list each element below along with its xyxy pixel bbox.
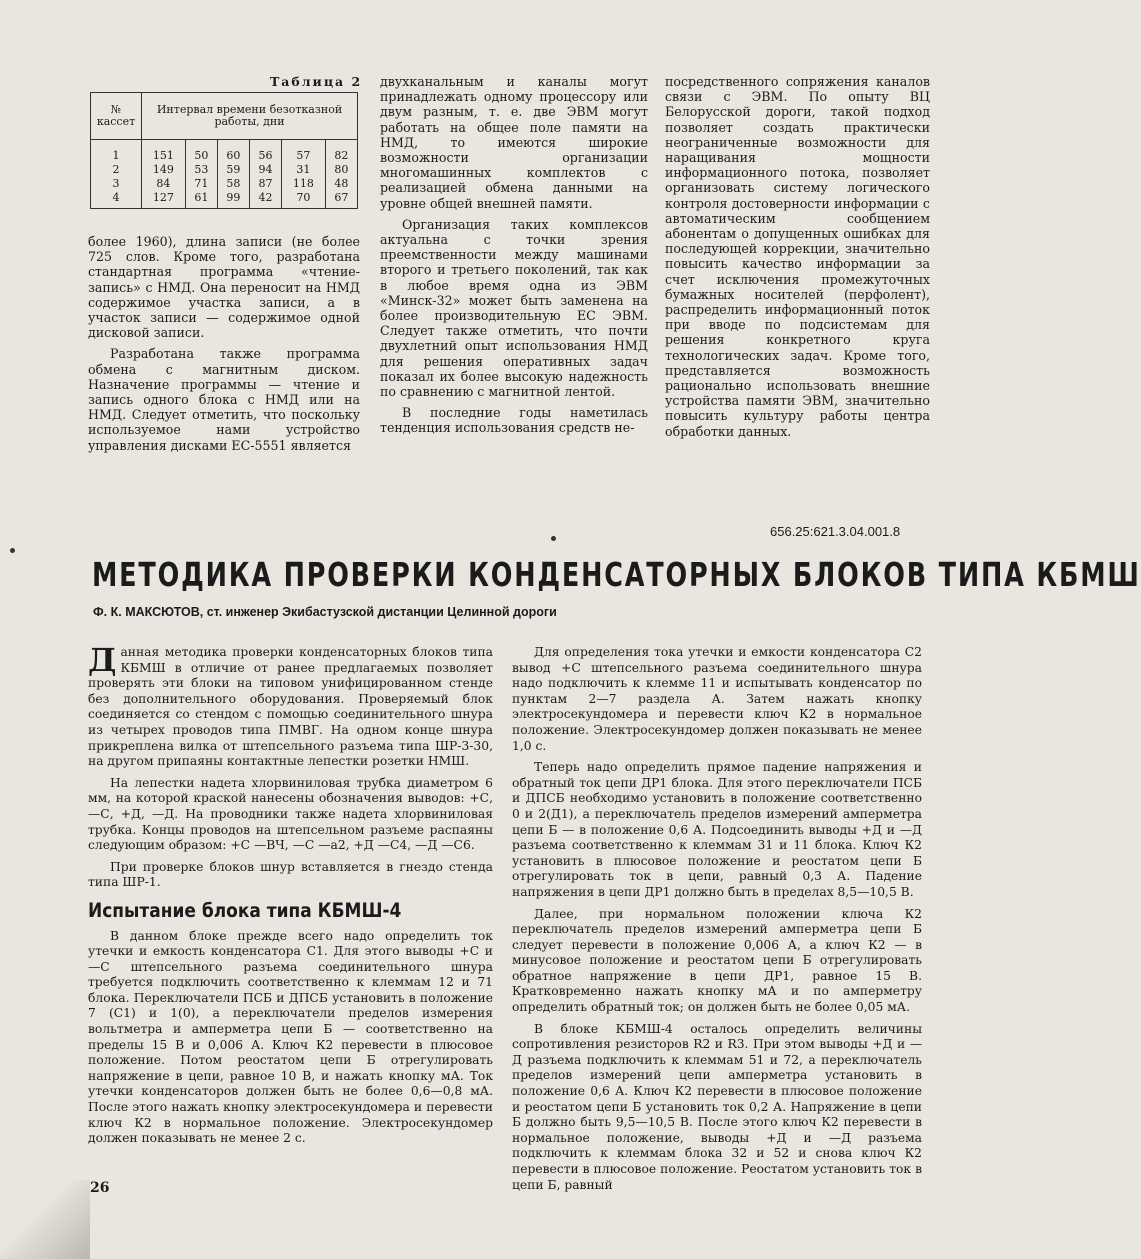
table-cell: 58 xyxy=(217,177,249,191)
table-cell: 60 xyxy=(217,140,249,164)
top-column-3 xyxy=(665,74,930,445)
article-byline: Ф. К. МАКСЮТОВ, ст. инженер Экибастузской дистанции Целинной дороги xyxy=(93,605,557,619)
paragraph: Разработана также программа обмена с магнитным диском. Назначение программы — чтение и запись одного блока с НМД или на НМД. Следует отметить, что поскольку используемое нами устройство управления дисками ЕС-5551 является xyxy=(88,346,360,453)
paragraph: двухканальным и каналы могут принадлежать одному процессору или двум разным, т. е. две ЭВМ могут работать на общее поле памяти на НМД, то имеются широкие возможности организации многомашинных комплектов с реализацией обмена данными на уровне общей внешней памяти. xyxy=(380,74,648,211)
table-cell: 127 xyxy=(142,191,186,209)
drop-cap: Д xyxy=(88,641,117,679)
table-cell: 56 xyxy=(249,140,281,164)
article-column-left xyxy=(88,641,493,1153)
paragraph: В блоке КБМШ-4 осталось определить величины сопротивления резисторов R2 и R3. При этом выводы +Д и —Д разъема подключить к клеммам 51 и 72, а переключатель пределов измерений цепи амперметра установить в положение 0,6 А. Ключ К2 перевести в плюсовое положение и реостатом цепи Б установить ток 0,2 А. Напряжение в цепи Б должно быть 9,5—10,5 В. После этого ключ К2 перевести в нормальное положение, выводы +Д и —Д разъема подключить к клеммам блока 32 и 52 и снова ключ К2 перевести в плюсовое положение. Реостатом установить ток в цепи Б, равный xyxy=(512,1021,922,1192)
print-speck xyxy=(551,536,556,541)
table-row xyxy=(91,177,358,191)
table-cell: 1 xyxy=(91,140,142,164)
paragraph: Организация таких комплексов актуальна с точки зрения преемственности между машинами второго и третьего поколений, так как в любое время одна из ЭВМ «Минск-32» может быть заменена на более производительную ЕС ЭВМ. Следует также отметить, что почти двухлетний опыт использования НМД для решения оперативных задач показал их более высокую надежность по сравнению с магнитной лентой. xyxy=(380,216,648,400)
paragraph: Далее, при нормальном положении ключа К2 переключатель пределов измерений амперметра цепи Б следует перевести в положение 0,006 А, а ключ К2 — в минусовое положение и реостатом цепи Б отрегулировать обратное напряжение в цепи ДР1, равное 15 В. Кратковременно нажать кнопку мА и по амперметру определить обратный ток; он должен быть не более 0,05 мА. xyxy=(512,906,922,1015)
table-cell: 84 xyxy=(142,177,186,191)
print-speck xyxy=(10,548,15,553)
table-cell: 3 xyxy=(91,177,142,191)
table-cell: 99 xyxy=(217,191,249,209)
table-header-cassette: № кассет xyxy=(91,93,142,140)
paragraph-text: анная методика проверки конденсаторных блоков типа КБМШ в отличие от ранее предлагаемых позволяет проверять эти блоки на типовом унифицированном стенде без дополнительного оборудования. Проверяемый блок соединяется со стендом с помощью соединительного шнура из четырех проводов типа ПМВГ. На одном конце шнура прикреплена вилка от штепсельного разъема типа ШР-3-30, на другом припаяны контактные лепестки розетки НМШ. xyxy=(88,645,493,769)
top-column-1 xyxy=(88,234,360,459)
table-cell: 82 xyxy=(325,140,357,164)
table-cell: 67 xyxy=(325,191,357,209)
section-heading: Испытание блока типа КБМШ-4 xyxy=(88,899,402,923)
table-row xyxy=(91,163,358,177)
paragraph: На лепестки надета хлорвиниловая трубка диаметром 6 мм, на которой краской нанесены обозначения выводов: +С, —С, +Д, —Д. На проводники также надета хлорвиниловая трубка. Концы проводов на штепсельном разъеме распаяны следующим образом: +С —ВЧ, —С —а2, +Д —С4, —Д —С6. xyxy=(88,775,493,853)
top-column-2 xyxy=(380,74,648,442)
table-cell: 71 xyxy=(185,177,217,191)
table-cell: 59 xyxy=(217,163,249,177)
table-row xyxy=(91,191,358,209)
paragraph xyxy=(88,641,493,770)
paragraph: Теперь надо определить прямое падение напряжения и обратный ток цепи ДР1 блока. Для этого переключатели ПСБ и ДПСБ необходимо установить в положение соответственно 0 и 2(Д1), а переключатель пределов измерений амперметра цепи Б — в положение 0,6 А. Подсоединить выводы +Д и —Д разъема соответственно к клеммам 31 и 11 блока. Ключ К2 установить в плюсовое положение и реостатом цепи Б отрегулировать ток в цепи, равный 0,3 А. Падение напряжения в цепи ДР1 должно быть в пределах 8,5—10,5 В. xyxy=(512,760,922,899)
table-cell: 61 xyxy=(185,191,217,209)
page-shadow xyxy=(0,1180,90,1259)
table-cell: 42 xyxy=(249,191,281,209)
article-column-right xyxy=(512,645,922,1199)
table-caption: Таблица 2 xyxy=(270,74,363,89)
paragraph: посредственного сопряжения каналов связи с ЭВМ. По опыту ВЦ Белорусской дороги, такой подход позволяет создать практически неограниченные возможности для наращивания мощности информационного потока, позволяет организовать систему логического контроля достоверности информации с автоматическим сообщением абонентам о допущенных ошибках для последующей коррекции, значительно повысить качество информации за счет исключения промежуточных бумажных носителей (перфолент), распределить информационный поток при вводе по подсистемам для решения конкретного круга технологических задач. Кроме того, представляется возможность рационально использовать внешние устройства памяти ЭВМ, значительно повысить культуру работы центра обработки данных. xyxy=(665,74,930,439)
table-header-interval: Интервал времени безотказной работы, дни xyxy=(142,93,358,140)
table-cell: 87 xyxy=(249,177,281,191)
table-cell: 4 xyxy=(91,191,142,209)
table-cell: 151 xyxy=(142,140,186,164)
paragraph: более 1960), длина записи (не более 725 слов. Кроме того, разработана стандартная программа «чтение-запись» с НМД. Она переносит на НМД содержимое участка записи, а в участок записи — содержимое одной дисковой записи. xyxy=(88,234,360,341)
table-cell: 94 xyxy=(249,163,281,177)
table-cell: 57 xyxy=(282,140,326,164)
page-number: 26 xyxy=(90,1180,110,1196)
article-title: МЕТОДИКА ПРОВЕРКИ КОНДЕНСАТОРНЫХ БЛОКОВ ТИПА КБМШ xyxy=(92,556,1141,595)
table-cell: 149 xyxy=(142,163,186,177)
table-cell: 53 xyxy=(185,163,217,177)
table-cell: 80 xyxy=(325,163,357,177)
table-cell: 50 xyxy=(185,140,217,164)
table-cell: 48 xyxy=(325,177,357,191)
table-cell: 118 xyxy=(282,177,326,191)
paragraph: Для определения тока утечки и емкости конденсатора С2 вывод +С штепсельного разъема соединительного шнура надо подключить к клемме 11 и испытывать конденсатор по пунктам 2—7 раздела А. Затем нажать кнопку электросекундомера и перевести ключ К2 в нормальное положение. Электросекундомер должен показывать не менее 1,0 с. xyxy=(512,645,922,753)
table-cell: 2 xyxy=(91,163,142,177)
table-row xyxy=(91,140,358,164)
table-cell: 70 xyxy=(282,191,326,209)
paragraph: В данном блоке прежде всего надо определить ток утечки и емкость конденсатора С1. Для этого выводы +С и —С штепсельного разъема соединительного шнура требуется подключить соответственно к клеммам 12 и 71 блока. Переключатели ПСБ и ДПСБ установить в положение 7 (С1) и 1(0), а переключатели пределов измерения вольтметра и амперметра цепи Б — соответственно на пределы 15 В и 0,006 А. Ключ К2 перевести в плюсовое положение. Потом реостатом цепи Б отрегулировать напряжение в цепи, равное 10 В, и нажать кнопку мА. Ток утечки конденсаторов должен быть не более 0,6—0,8 мА. После этого нажать кнопку электросекундомера и перевести ключ К2 в нормальное положение. Электросекундомер должен показывать не менее 2 с. xyxy=(88,928,493,1146)
paragraph: При проверке блоков шнур вставляется в гнездо стенда типа ШР-1. xyxy=(88,859,493,890)
udc-code: 656.25:621.3.04.001.8 xyxy=(770,524,901,539)
data-table xyxy=(90,92,358,209)
table-cell: 31 xyxy=(282,163,326,177)
paragraph: В последние годы наметилась тенденция использования средств не- xyxy=(380,405,648,436)
